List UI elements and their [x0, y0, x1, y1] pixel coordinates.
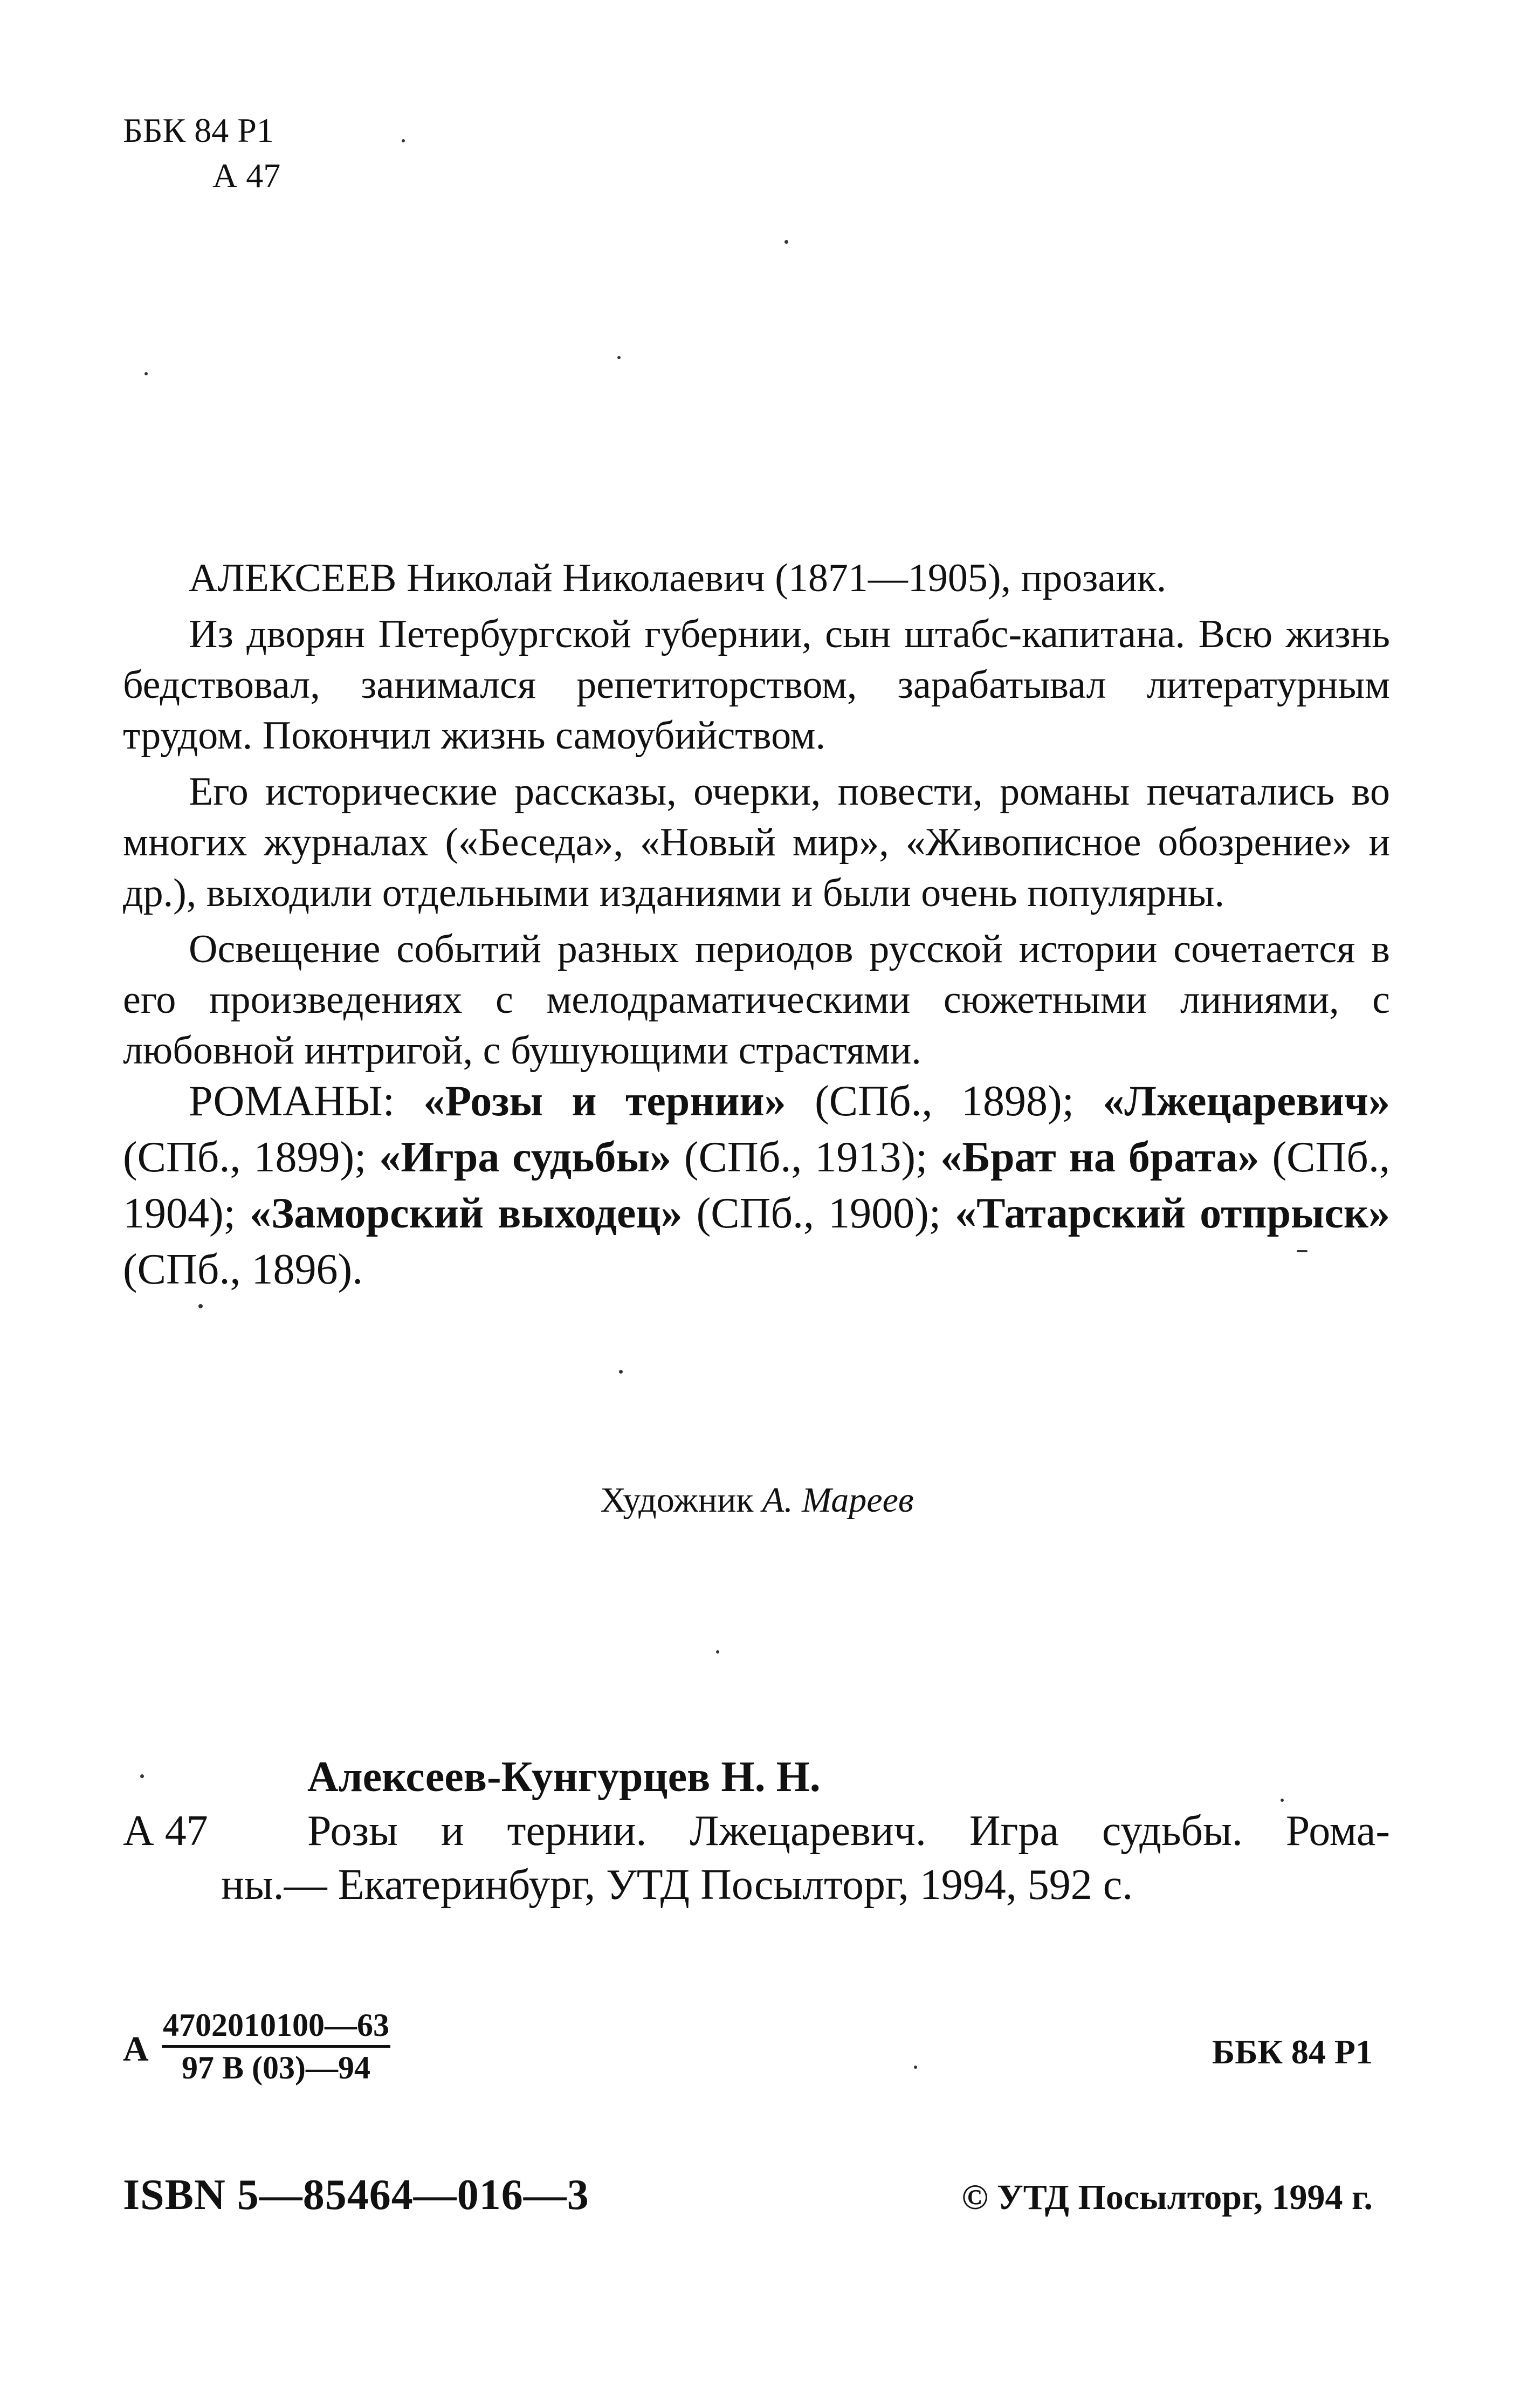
novel-info: (СПб., 1898);: [815, 1078, 1074, 1125]
scan-speck: [716, 1650, 719, 1654]
catalog-code: А 47: [123, 1807, 208, 1855]
catalog-line: ны.— Екатеринбург, УТД Посылторг, 1994, 592 с.: [221, 1861, 1133, 1909]
fraction-denominator: 97 В (03)—94: [182, 2050, 370, 2085]
scan-speck: [144, 372, 148, 375]
scan-speck: [1281, 1799, 1284, 1802]
scan-speck: [617, 356, 621, 359]
author-biography: [123, 553, 1390, 1076]
illustrator-label: Художник: [600, 1480, 754, 1520]
novel-info: (СПб., 1900);: [696, 1190, 941, 1237]
novel-info: (СПб., 1899);: [123, 1134, 367, 1181]
classification-prefix: А: [123, 2029, 149, 2069]
novel-info: (СПб., 1904);: [123, 1134, 1390, 1237]
catalog-author: Алексеев-Кунгурцев Н. Н.: [307, 1753, 821, 1801]
bio-paragraph: Его исторические рассказы, очерки, повести, романы печатались во многих журналах («Беседа», «Новый мир», «Живописное обозрение» и др.), выходили отдельными изданиями и были очень популярны.: [123, 770, 1390, 915]
novel-title: «Татарский отпрыск»: [955, 1190, 1391, 1237]
scan-speck: [619, 1370, 623, 1374]
novel-info: (СПб., 1896).: [123, 1246, 363, 1293]
illustrator-credit: [0, 1478, 1514, 1523]
bio-paragraph: Из дворян Петербургской губернии, сын штабс-капитана. Всю жизнь бедствовал, занимался репетиторством, зарабатывал литературным трудом. Покончил жизнь самоубийством.: [123, 612, 1390, 758]
novel-info: (СПб., 1913);: [684, 1134, 928, 1181]
scan-speck: [140, 1774, 144, 1778]
bbk-index: [123, 108, 280, 198]
scan-speck: [914, 2066, 917, 2069]
catalog-line: Розы и тернии. Лжецаревич. Игра судьбы. Рома-: [307, 1807, 1390, 1855]
scan-speck: [784, 240, 788, 244]
bio-header: АЛЕКСЕЕВ Николай Николаевич (1871—1905), прозаик.: [189, 556, 1167, 600]
illustrator-name: А. Мареев: [762, 1480, 914, 1520]
novel-title: «Заморский выходец»: [250, 1190, 683, 1237]
isbn: ISBN 5—85464—016—3: [123, 2171, 589, 2219]
novels-heading: РОМАНЫ:: [189, 1078, 395, 1125]
catalog-description: [221, 1804, 1390, 1912]
scan-speck: [198, 1304, 203, 1308]
author-mark: А 47: [212, 156, 281, 195]
novel-title: «Игра судьбы»: [379, 1134, 671, 1181]
scan-speck: [1297, 1250, 1307, 1252]
bbk-index-line: ББК 84 Р1: [123, 111, 274, 149]
bio-paragraph: Освещение событий разных периодов русской истории сочетается в его произведениях с мелодраматическими сюжетными линиями, с любовной интригой, с бушующими страстями.: [123, 927, 1390, 1073]
novel-title: «Розы и тернии»: [423, 1078, 786, 1125]
fraction-numerator: 4702010100—63: [162, 2005, 390, 2048]
novel-title: «Лжецаревич»: [1103, 1078, 1390, 1125]
classification-fraction: [162, 2005, 390, 2088]
scan-speck: [402, 139, 405, 142]
bbk-code: ББК 84 Р1: [1212, 2033, 1373, 2071]
novels-list: [123, 1073, 1390, 1298]
novel-title: «Брат на брата»: [940, 1134, 1260, 1181]
copyright-notice: © УТД Посылторг, 1994 г.: [961, 2178, 1373, 2217]
